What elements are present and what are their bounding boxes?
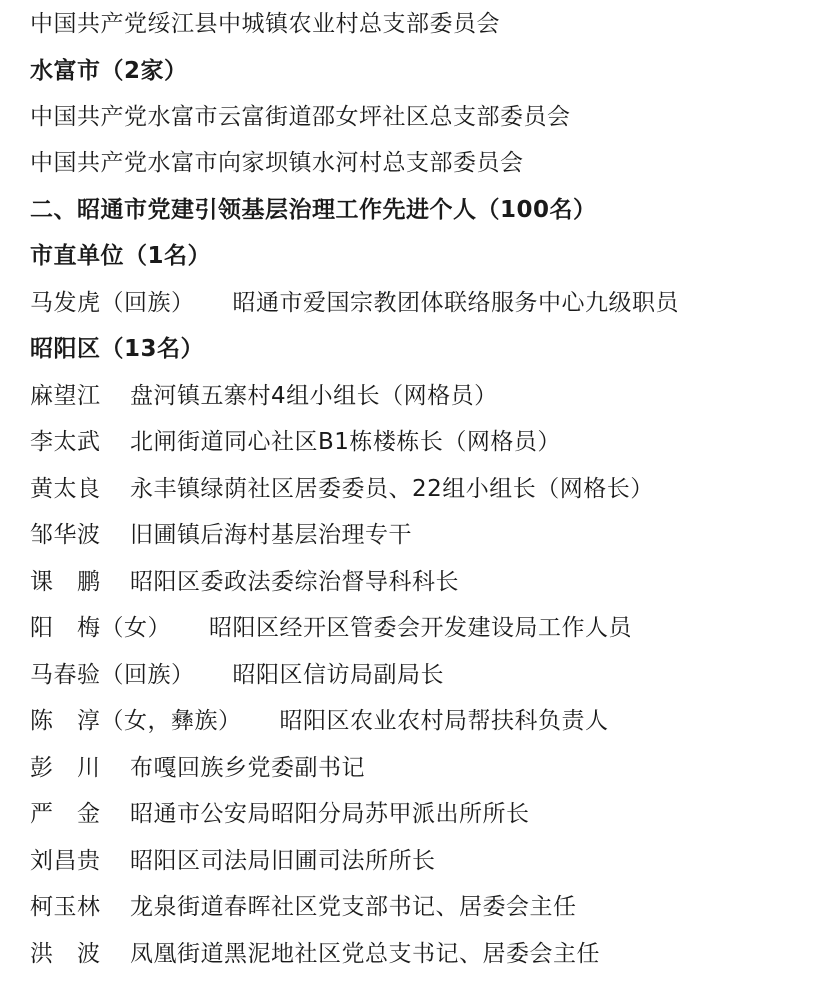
chapter-heading-individuals [30,190,597,230]
person-entry [30,422,561,462]
person-name: 马春验（回族） [30,662,195,688]
person-entry [30,841,436,881]
person-entry [30,469,654,509]
person-role: 昭通市爱国宗教团体联络服务中心九级职员 [232,290,679,316]
section-heading-city-units [30,236,211,276]
person-name: 黄太良 [30,476,101,502]
person-name: 洪 波 [30,941,101,967]
person-entry [30,562,459,602]
section-title: 水富市（2家） [30,58,188,84]
person-role: 龙泉街道春晖社区党支部书记、居委会主任 [130,894,577,920]
person-role: 昭通市公安局昭阳分局苏甲派出所所长 [130,801,530,827]
person-role: 昭阳区信访局副局长 [232,662,444,688]
section-title: 市直单位（1名） [30,243,212,269]
person-entry [30,748,365,788]
org-line-suijiang-nongye [30,4,500,44]
section-heading-zhaoyang [30,329,204,369]
org-name: 中国共产党水富市云富街道邵女坪社区总支部委员会 [30,104,571,130]
person-name: 严 金 [30,801,101,827]
section-heading-shuifu [30,51,188,91]
person-entry [30,376,498,416]
person-entry [30,655,444,695]
person-role: 旧圃镇后海村基层治理专干 [130,522,412,548]
person-entry [30,608,632,648]
person-entry [30,515,412,555]
chapter-title: 二、昭通市党建引领基层治理工作先进个人（100名） [30,197,597,223]
person-entry [30,794,530,834]
org-line-shuifu-shaonvping [30,97,571,137]
person-name: 阳 梅（女） [30,615,171,641]
person-name: 刘昌贵 [30,848,101,874]
person-role: 昭阳区司法局旧圃司法所所长 [130,848,436,874]
org-name: 中国共产党绥江县中城镇农业村总支部委员会 [30,11,500,37]
person-name: 柯玉林 [30,894,101,920]
person-entry [30,701,609,741]
person-name: 麻望江 [30,383,101,409]
person-role: 北闸街道同心社区B1栋楼栋长（网格员） [130,429,561,455]
person-name: 彭 川 [30,755,101,781]
person-name: 邹华波 [30,522,101,548]
person-role: 盘河镇五寨村4组小组长（网格员） [130,383,498,409]
person-name: 李太武 [30,429,101,455]
person-name: 马发虎（回族） [30,290,195,316]
org-line-shuifu-shuihe [30,143,524,183]
person-role: 昭阳区农业农村局帮扶科负责人 [279,708,609,734]
org-name: 中国共产党水富市向家坝镇水河村总支部委员会 [30,150,524,176]
person-role: 布嘎回族乡党委副书记 [130,755,365,781]
person-entry [30,887,577,927]
person-role: 永丰镇绿荫社区居委委员、22组小组长（网格长） [130,476,654,502]
person-entry [30,283,679,323]
person-name: 陈 淳（女，彝族） [30,708,242,734]
section-title: 昭阳区（13名） [30,336,205,362]
person-role: 凤凰街道黑泥地社区党总支书记、居委会主任 [130,941,600,967]
person-role: 昭阳区委政法委综治督导科科长 [130,569,459,595]
person-entry [30,934,600,974]
person-name: 课 鹏 [30,569,101,595]
person-role: 昭阳区经开区管委会开发建设局工作人员 [209,615,632,641]
